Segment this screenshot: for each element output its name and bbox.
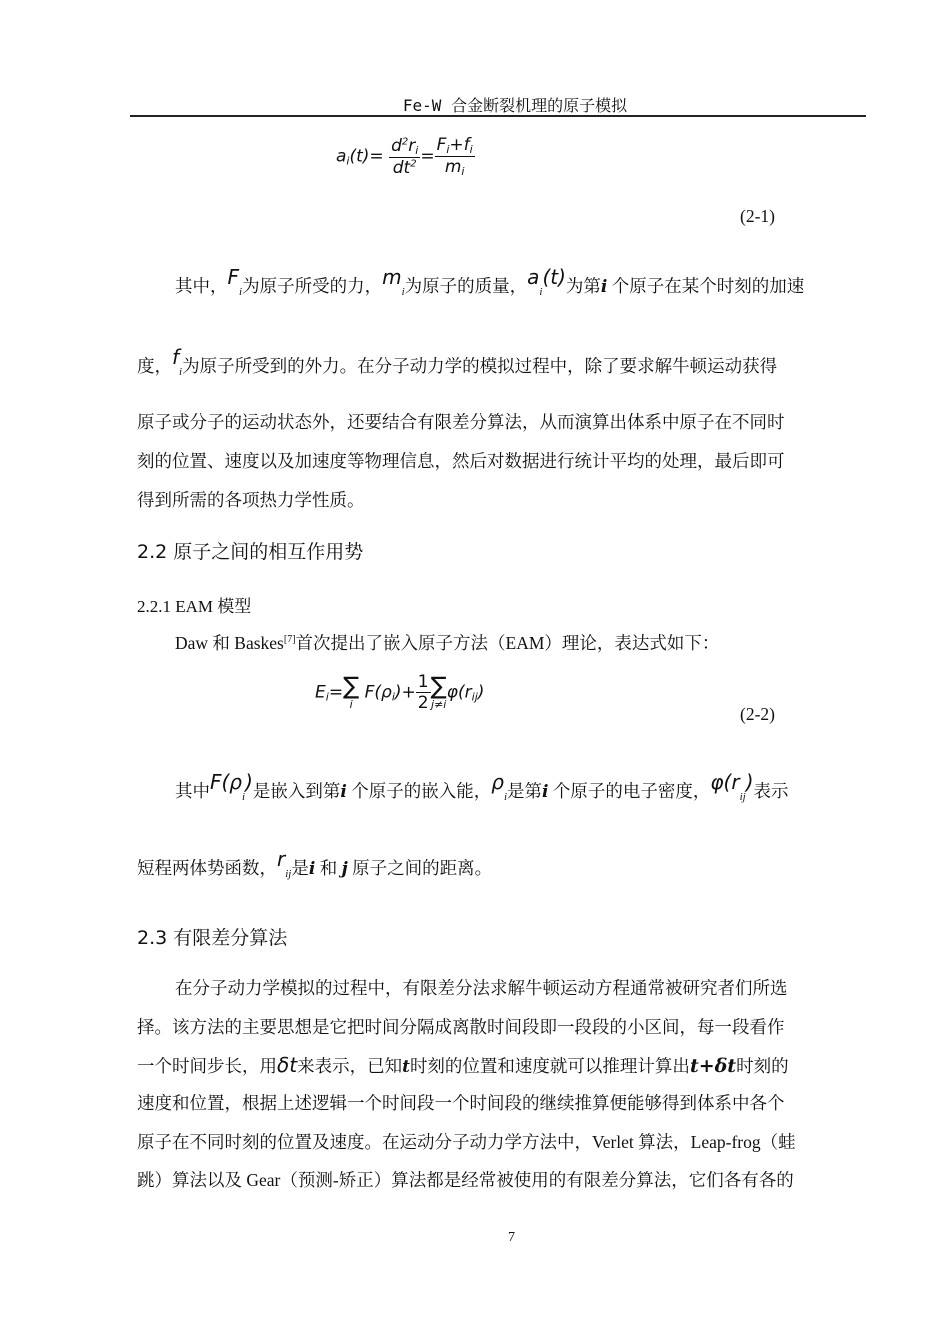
text: Daw 和 Baskes [175, 632, 284, 653]
section-heading: 2.3 有限差分算法 [137, 927, 288, 949]
math: t [402, 1057, 410, 1077]
text: 个原子的电子密度， [552, 781, 711, 801]
eq-term: E [315, 682, 326, 703]
eq-term: 1 [417, 672, 429, 692]
paragraph-line [137, 847, 493, 885]
sum-index: i [349, 697, 353, 711]
text: 原子之间的距离。 [352, 858, 493, 878]
eq-sign: = [369, 146, 384, 167]
eq-term: F [436, 135, 447, 155]
paragraph-line: 速度和位置，根据上述逻辑一个时间段一个时间段的继续推算便能够得到体系中各个 [137, 1093, 785, 1113]
math: F [227, 265, 240, 289]
header-rule [130, 115, 866, 117]
eq-sub: i [346, 154, 350, 168]
eq-term: φ(r [446, 682, 472, 703]
text: 短程两体势函数， [137, 858, 277, 878]
running-header: Fe-W 合金断裂机理的原子模拟 [402, 96, 628, 115]
math: f [172, 345, 180, 369]
math: i [542, 782, 549, 802]
math: i [600, 277, 608, 297]
math: δt [277, 1053, 298, 1077]
eq-sub: ij [471, 690, 478, 704]
paragraph-line [137, 345, 778, 383]
paragraph-line: 择。该方法的主要思想是它把时间分隔成离散时间段即一段段的小区间，每一段看作 [137, 1017, 785, 1037]
eq-sub: i [461, 165, 465, 178]
text: 个原子在某个时刻的加速 [611, 276, 805, 296]
math: j [341, 859, 348, 879]
eq-sign: = [328, 682, 344, 703]
equation-label: (2-2) [740, 704, 775, 724]
paragraph-line: 刻的位置、速度以及加速度等物理信息，然后对数据进行统计平均的处理，最后即可 [137, 451, 785, 471]
math-sub: i [242, 791, 246, 803]
eq-sign: = [420, 146, 435, 167]
eq-sub: i [469, 143, 473, 156]
eq-term: (t) [349, 146, 370, 167]
math: (t) [542, 265, 566, 289]
eq-term: 2 [417, 693, 429, 713]
math: ρ [491, 770, 504, 794]
paragraph-line [137, 1054, 789, 1078]
paragraph-line: 原子在不同时刻的位置及速度。在运动分子动力学方法中，Verlet 算法，Leap-frog（蛙 [137, 1132, 796, 1152]
eq-sub: i [446, 143, 450, 156]
page-number: 7 [508, 1230, 515, 1245]
math: a [527, 265, 540, 289]
math-sub: i [239, 286, 243, 298]
fraction [389, 136, 420, 178]
eq-term: r [408, 135, 416, 156]
math-sub: i [179, 366, 183, 378]
math: i [340, 782, 347, 802]
math: F(ρ [210, 770, 243, 794]
fraction [435, 135, 475, 178]
math: ) [245, 770, 253, 794]
equation-label: (2-1) [740, 206, 775, 226]
math: φ(r [710, 770, 740, 794]
math-sub: i [401, 286, 405, 298]
equation-2-1 [336, 135, 475, 178]
paragraph-line: 原子或分子的运动状态外，还要结合有限差分算法，从而演算出体系中原子在不同时 [137, 412, 785, 432]
subsection-heading: 2.2.1 EAM 模型 [137, 597, 252, 616]
math: m [382, 265, 402, 289]
fraction [416, 672, 431, 713]
text: 表示 [753, 781, 789, 801]
text: 时刻的 [736, 1056, 789, 1076]
math: t+δt [689, 1055, 737, 1077]
eq-term: )+ [394, 682, 416, 703]
text: 时刻的位置和速度就可以推理计算出 [409, 1056, 690, 1076]
text: 为原子所受的力， [242, 276, 383, 296]
eq-term: +f [449, 135, 470, 155]
eq-sub: i [325, 690, 329, 704]
eq-term: m [444, 157, 462, 177]
paragraph-line [175, 770, 789, 808]
text: 是第 [507, 781, 542, 801]
text: 其中， [175, 276, 228, 296]
eq-sub: i [391, 690, 395, 704]
eq-term: d [391, 135, 402, 156]
eq-sub: i [415, 143, 419, 157]
eq-term: dt [392, 157, 411, 178]
paragraph-line: 在分子动力学模拟的过程中，有限差分法求解牛顿运动方程通常被研究者们所选 [175, 978, 788, 998]
text: 个原子的嵌入能， [351, 781, 492, 801]
equation-2-2 [315, 672, 484, 713]
math: i [308, 859, 316, 879]
math-sub: ij [285, 868, 292, 880]
text: 是 [291, 858, 309, 878]
paragraph-line [175, 265, 805, 303]
math-sub: ij [739, 791, 746, 803]
eq-term: ) [477, 682, 485, 703]
sum-index: j≠i [431, 697, 447, 711]
math: ) [745, 770, 754, 794]
sum-symbol: ∑ i [343, 671, 360, 711]
eq-term: F(ρ [364, 682, 392, 703]
sum-symbol: ∑ j≠i [430, 671, 447, 711]
text: 为第 [565, 276, 601, 296]
eq-sup: 2 [410, 157, 417, 169]
text: 为原子的质量， [404, 276, 528, 296]
math-sub: i [503, 791, 507, 803]
text: 一个时间步长，用 [137, 1056, 277, 1076]
text: 来表示，已知 [297, 1056, 403, 1076]
section-heading: 2.2 原子之间的相互作用势 [137, 541, 364, 563]
citation: [7] [283, 634, 296, 645]
paragraph-line: 得到所需的各项热力学性质。 [137, 490, 365, 510]
paragraph-line: 跳）算法以及 Gear（预测-矫正）算法都是经常被使用的有限差分算法，它们各有各的 [137, 1170, 794, 1190]
eq-term: a [336, 146, 347, 167]
text: 和 [319, 858, 338, 878]
paragraph-line [175, 629, 719, 654]
text: 是嵌入到第 [252, 781, 341, 801]
text: 首次提出了嵌入原子方法（EAM）理论，表达式如下： [295, 632, 720, 653]
text: 度， [137, 356, 172, 376]
math-sub: i [539, 286, 543, 298]
text: 其中 [175, 781, 210, 801]
eq-sup: 2 [401, 135, 409, 147]
math: r [277, 847, 286, 871]
text: 为原子所受到的外力。在分子动力学的模拟过程中，除了要求解牛顿运动获得 [182, 356, 778, 376]
